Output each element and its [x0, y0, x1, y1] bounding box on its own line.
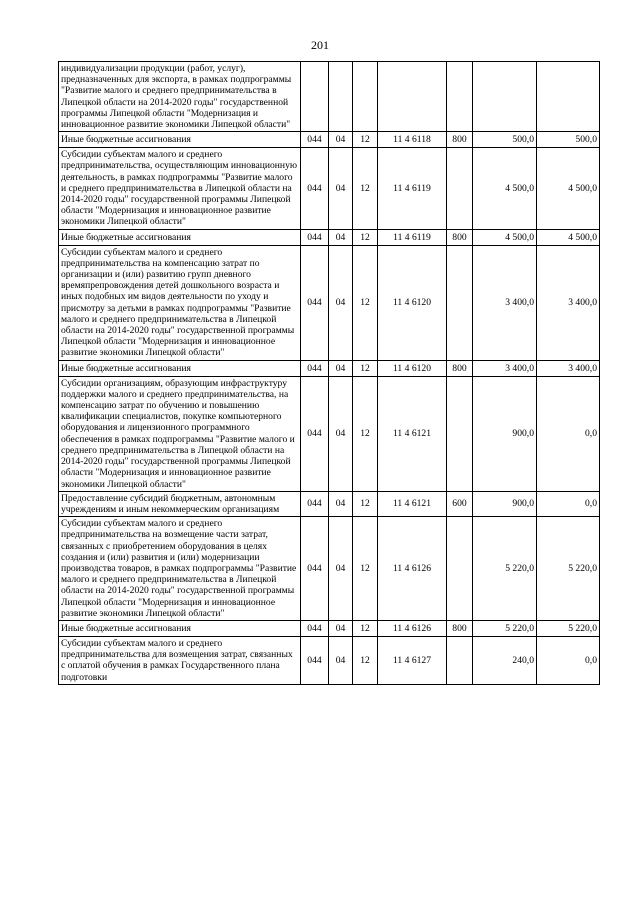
amount-year-2: 5 220,0	[537, 620, 600, 636]
ministry-code: 044	[301, 229, 329, 245]
amount-year-1: 5 220,0	[473, 517, 537, 621]
target-article-code: 11 4 6127	[378, 636, 447, 684]
subsection-code: 12	[353, 148, 378, 229]
expense-type-code: 800	[447, 229, 473, 245]
subsection-code: 12	[353, 360, 378, 376]
target-article-code: 11 4 6120	[378, 360, 447, 376]
ministry-code: 044	[301, 376, 329, 491]
ministry-code: 044	[301, 148, 329, 229]
amount-year-2: 0,0	[537, 376, 600, 491]
amount-year-2: 0,0	[537, 636, 600, 684]
subsection-code: 12	[353, 636, 378, 684]
amount-year-1: 900,0	[473, 491, 537, 516]
table-row	[59, 491, 600, 516]
target-article-code: 11 4 6121	[378, 491, 447, 516]
amount-year-1: 3 400,0	[473, 360, 537, 376]
target-article-code	[378, 62, 447, 132]
section-code: 04	[329, 636, 353, 684]
ministry-code: 044	[301, 360, 329, 376]
target-article-code: 11 4 6126	[378, 620, 447, 636]
table-row	[59, 62, 600, 132]
table-row	[59, 376, 600, 491]
ministry-code: 044	[301, 491, 329, 516]
expense-type-code: 800	[447, 620, 473, 636]
section-code: 04	[329, 132, 353, 148]
subsection-code: 12	[353, 491, 378, 516]
amount-year-2	[537, 62, 600, 132]
table-row	[59, 245, 600, 360]
row-description: Субсидии субъектам малого и среднего предпринимательства на компенсацию затрат по организации и (или) развитию групп дневного времяпрепровождения детей дошкольного возраста и иных подобных им видов деятельности по уходу и присмотру за детьми в рамках подпрограммы "Развитие малого и среднего предпринимательства в Липецкой области на 2014-2020 годы" государственной программы Липецкой области "Модернизация и инновационное развитие экономики Липецкой области"	[59, 245, 301, 360]
row-description: Иные бюджетные ассигнования	[59, 620, 301, 636]
amount-year-1: 900,0	[473, 376, 537, 491]
ministry-code: 044	[301, 517, 329, 621]
section-code: 04	[329, 245, 353, 360]
row-description: Иные бюджетные ассигнования	[59, 360, 301, 376]
amount-year-1: 4 500,0	[473, 229, 537, 245]
table-row	[59, 229, 600, 245]
table-row	[59, 132, 600, 148]
target-article-code: 11 4 6126	[378, 517, 447, 621]
target-article-code: 11 4 6121	[378, 376, 447, 491]
amount-year-1: 500,0	[473, 132, 537, 148]
amount-year-2: 3 400,0	[537, 245, 600, 360]
target-article-code: 11 4 6120	[378, 245, 447, 360]
amount-year-1	[473, 62, 537, 132]
ministry-code: 044	[301, 132, 329, 148]
section-code: 04	[329, 491, 353, 516]
amount-year-1: 5 220,0	[473, 620, 537, 636]
amount-year-2: 3 400,0	[537, 360, 600, 376]
row-description: Предоставление субсидий бюджетным, автономным учреждениям и иным некоммерческим организациям	[59, 491, 301, 516]
amount-year-2: 4 500,0	[537, 229, 600, 245]
table-row	[59, 360, 600, 376]
table-row	[59, 517, 600, 621]
expense-type-code: 600	[447, 491, 473, 516]
subsection-code	[353, 62, 378, 132]
section-code: 04	[329, 360, 353, 376]
expense-type-code: 800	[447, 132, 473, 148]
subsection-code: 12	[353, 132, 378, 148]
subsection-code: 12	[353, 620, 378, 636]
section-code: 04	[329, 376, 353, 491]
expense-type-code	[447, 376, 473, 491]
amount-year-1: 4 500,0	[473, 148, 537, 229]
row-description: Иные бюджетные ассигнования	[59, 229, 301, 245]
table-row	[59, 620, 600, 636]
amount-year-1: 3 400,0	[473, 245, 537, 360]
section-code: 04	[329, 517, 353, 621]
target-article-code: 11 4 6118	[378, 132, 447, 148]
table-row	[59, 148, 600, 229]
section-code: 04	[329, 620, 353, 636]
ministry-code: 044	[301, 636, 329, 684]
budget-table	[58, 61, 600, 685]
row-description: Субсидии субъектам малого и среднего предпринимательства для возмещения затрат, связанных с оплатой обучения в рамках Государственного плана подготовки	[59, 636, 301, 684]
row-description: Субсидии субъектам малого и среднего предпринимательства, осуществляющим инновационную деятельность, в рамках подпрограммы "Развитие малого и среднего предпринимательства в Липецкой области на 2014-2020 годы" государственной программы Липецкой области "Модернизация и инновационное развитие экономики Липецкой области"	[59, 148, 301, 229]
row-description: Субсидии субъектам малого и среднего предпринимательства на возмещение части затрат, связанных с приобретением оборудования в целях создания и (или) развития и (или) модернизации производства товаров, в рамках подпрограммы "Развитие малого и среднего предпринимательства в Липецкой области на 2014-2020 годы" государственной программы Липецкой области "Модернизация и инновационное развитие экономики Липецкой области"	[59, 517, 301, 621]
table-row	[59, 636, 600, 684]
row-description: индивидуализации продукции (работ, услуг), предназначенных для экспорта, в рамках подпрограммы "Развитие малого и среднего предпринимательства в Липецкой области на 2014-2020 годы" государственной программы Липецкой области "Модернизация и инновационное развитие экономики Липецкой области"	[59, 62, 301, 132]
ministry-code	[301, 62, 329, 132]
subsection-code: 12	[353, 229, 378, 245]
section-code: 04	[329, 148, 353, 229]
expense-type-code	[447, 62, 473, 132]
amount-year-2: 5 220,0	[537, 517, 600, 621]
amount-year-2: 0,0	[537, 491, 600, 516]
amount-year-2: 4 500,0	[537, 148, 600, 229]
target-article-code: 11 4 6119	[378, 148, 447, 229]
expense-type-code	[447, 148, 473, 229]
expense-type-code: 800	[447, 360, 473, 376]
amount-year-2: 500,0	[537, 132, 600, 148]
expense-type-code	[447, 245, 473, 360]
expense-type-code	[447, 517, 473, 621]
row-description: Иные бюджетные ассигнования	[59, 132, 301, 148]
section-code	[329, 62, 353, 132]
subsection-code: 12	[353, 517, 378, 621]
ministry-code: 044	[301, 245, 329, 360]
amount-year-1: 240,0	[473, 636, 537, 684]
page-number: 201	[311, 38, 329, 52]
expense-type-code	[447, 636, 473, 684]
target-article-code: 11 4 6119	[378, 229, 447, 245]
ministry-code: 044	[301, 620, 329, 636]
row-description: Субсидии организациям, образующим инфраструктуру поддержки малого и среднего предпринимательства, на компенсацию затрат по обучению и повышению квалификации специалистов, покупке компьютерного оборудования и лицензионного программного обеспечения в рамках подпрограммы "Развитие малого и среднего предпринимательства в Липецкой области на 2014-2020 годы" государственной программы Липецкой области "Модернизация и инновационное развитие экономики Липецкой области"	[59, 376, 301, 491]
section-code: 04	[329, 229, 353, 245]
subsection-code: 12	[353, 245, 378, 360]
subsection-code: 12	[353, 376, 378, 491]
